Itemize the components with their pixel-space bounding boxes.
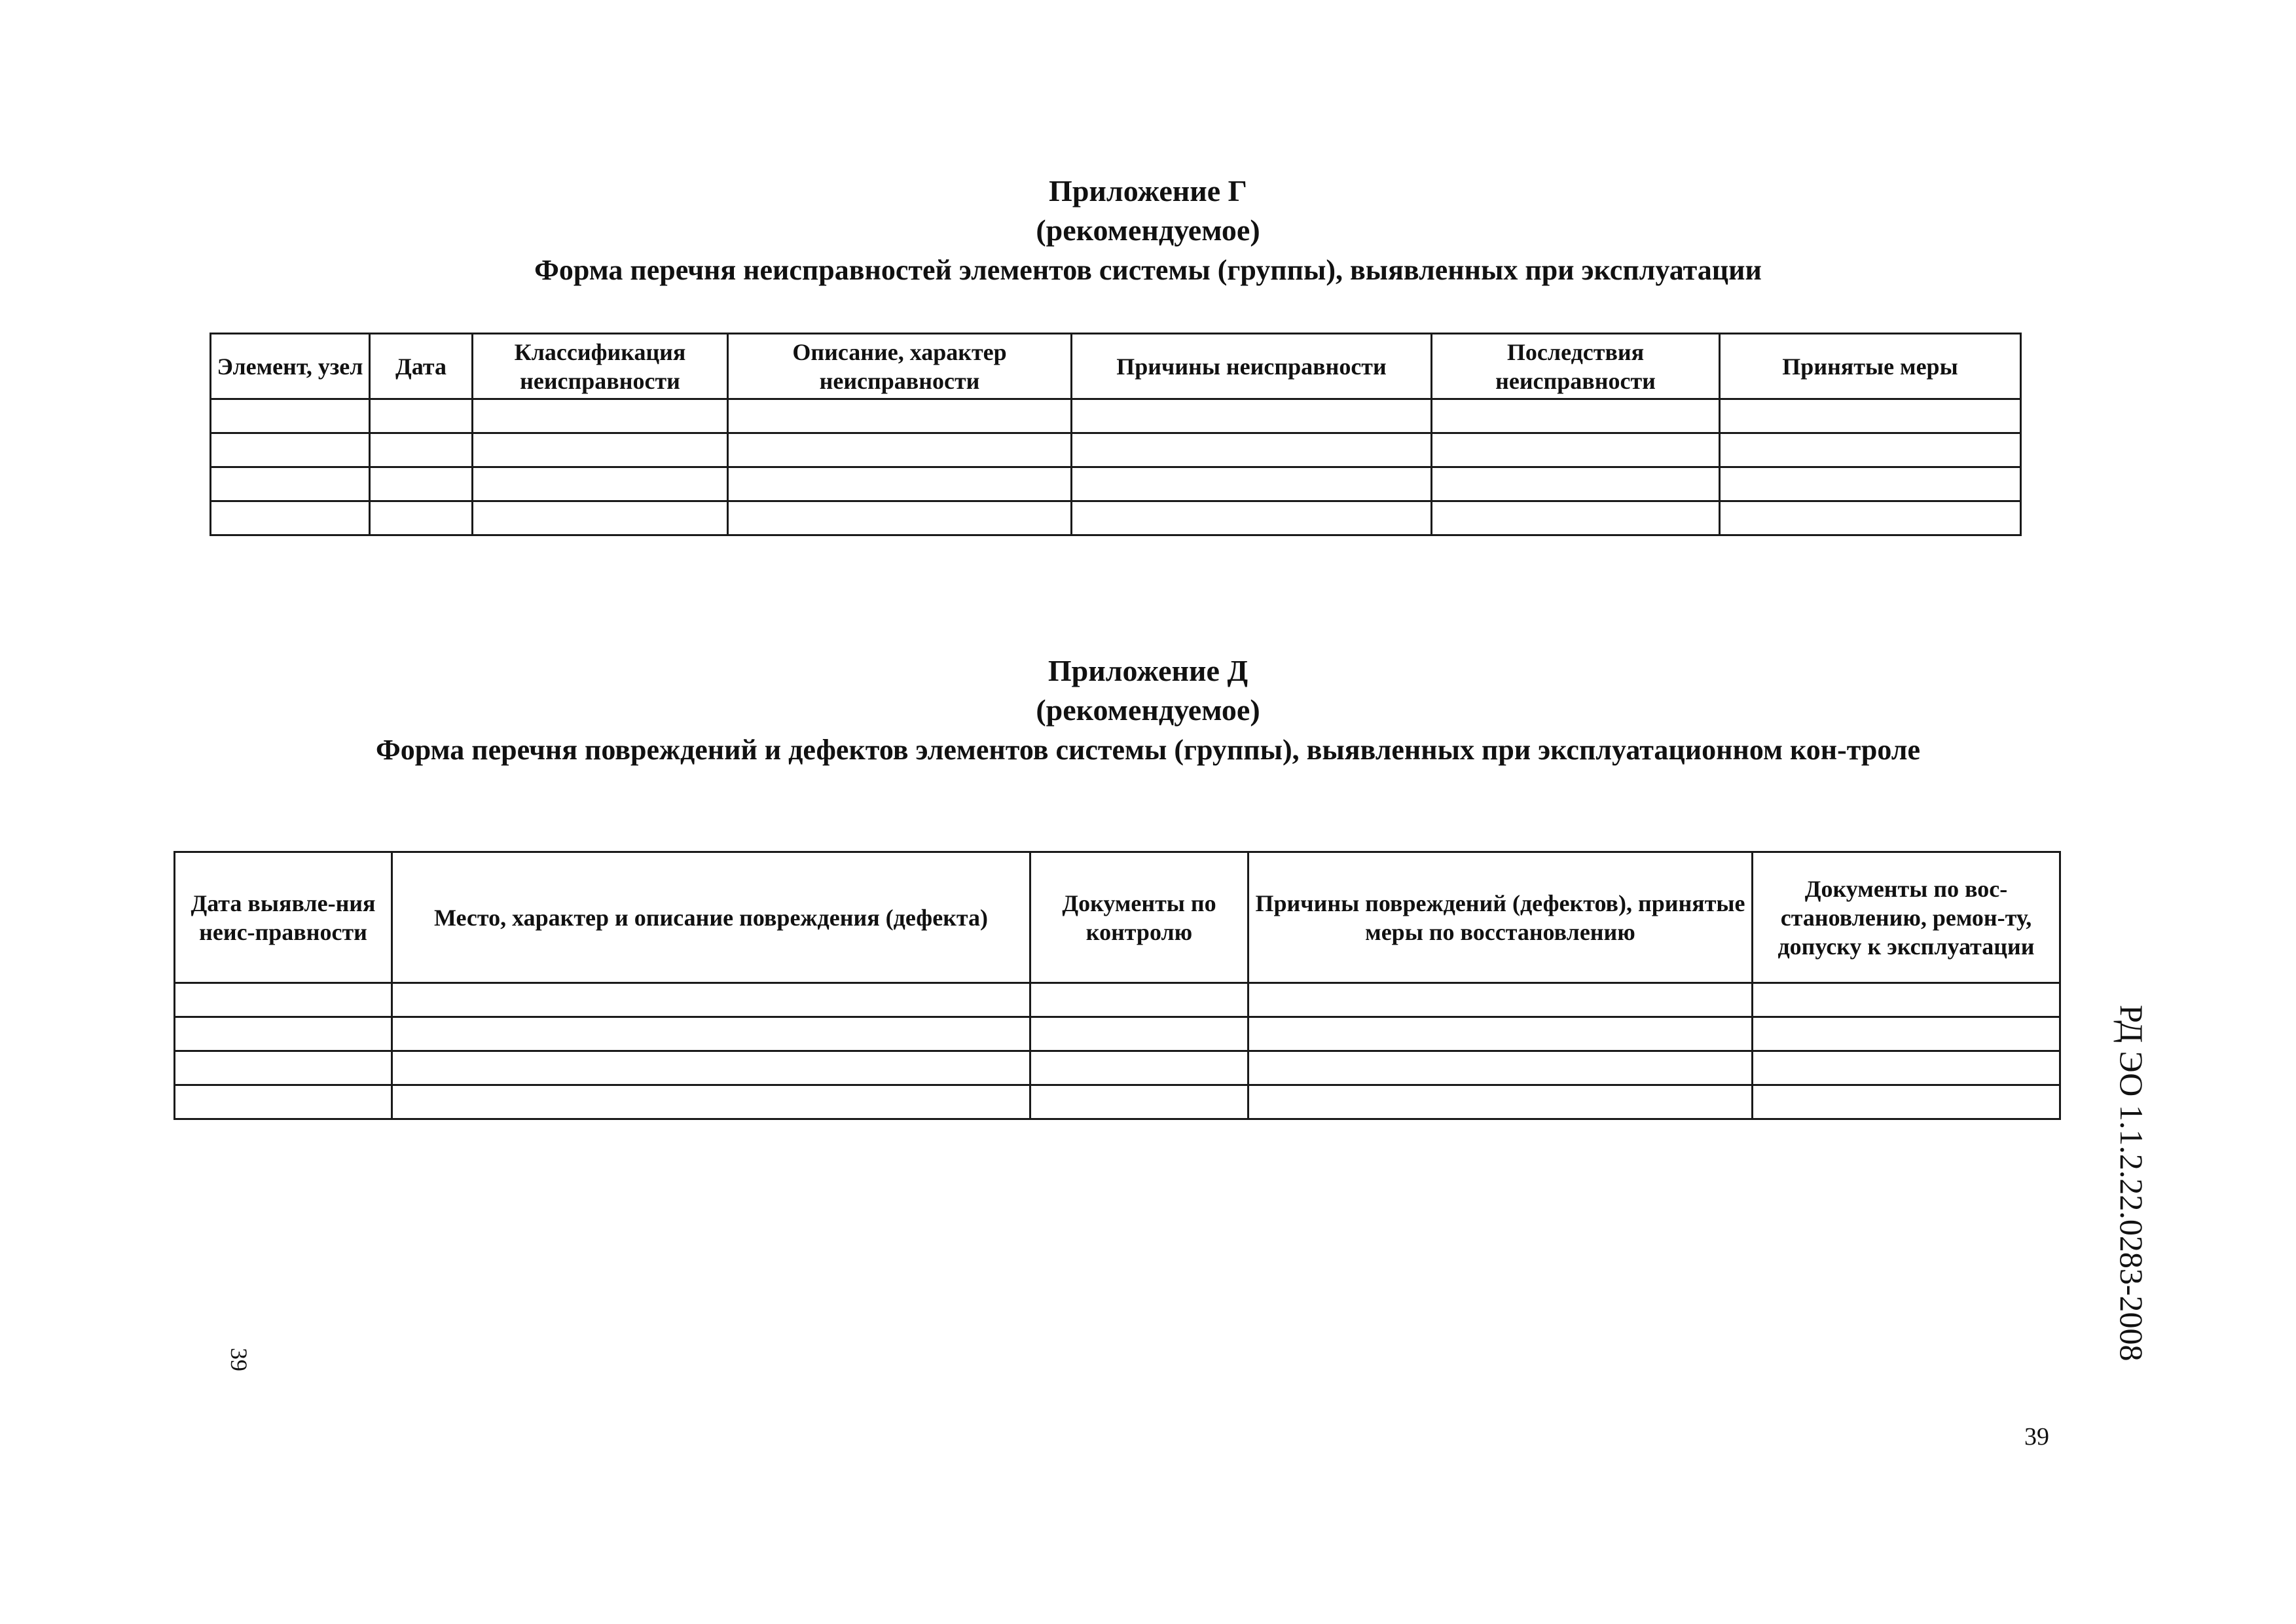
col-location: Место, характер и описание повреждения (дефекта): [392, 852, 1030, 983]
table-cell: [370, 399, 473, 433]
table-row: [211, 467, 2021, 501]
table-cell: [392, 1017, 1030, 1051]
table-cell: [1248, 983, 1753, 1017]
table-cell: [1753, 983, 2060, 1017]
table-cell: [1248, 1085, 1753, 1119]
table-cell: [1753, 1017, 2060, 1051]
document-code: РД ЭО 1.1.2.22.0283-2008: [2113, 1005, 2150, 1362]
table-header-row: [211, 334, 2021, 399]
appendix-g-status: (рекомендуемое): [1036, 213, 1260, 247]
appendix-g-heading: [0, 171, 2296, 291]
table-cell: [175, 983, 392, 1017]
col-element: Элемент, узел: [211, 334, 370, 399]
table-cell: [1720, 501, 2021, 535]
table-cell: [175, 1017, 392, 1051]
table-cell: [473, 433, 728, 467]
table-cell: [473, 501, 728, 535]
table-row: [175, 1017, 2060, 1051]
table-cell: [1030, 983, 1248, 1017]
table-cell: [1072, 467, 1432, 501]
col-description: Описание, характер неисправности: [728, 334, 1072, 399]
col-detection-date: Дата выявле-ния неис-правности: [175, 852, 392, 983]
table-cell: [1753, 1085, 2060, 1119]
table-cell: [392, 1051, 1030, 1085]
appendix-d-form-title: Форма перечня повреждений и дефектов элементов системы (группы), выявленных при эксплуатационном кон-троле: [376, 734, 1920, 766]
table-cell: [728, 433, 1072, 467]
faults-table: [210, 333, 2022, 536]
table-cell: [1072, 433, 1432, 467]
table-cell: [370, 501, 473, 535]
table-cell: [370, 467, 473, 501]
page-number: 39: [2024, 1423, 2049, 1451]
table-cell: [728, 399, 1072, 433]
col-control-docs: Документы по контролю: [1030, 852, 1248, 983]
table-cell: [1432, 433, 1720, 467]
table-cell: [392, 1085, 1030, 1119]
table-cell: [1432, 501, 1720, 535]
table-cell: [1432, 399, 1720, 433]
table-cell: [211, 467, 370, 501]
table-cell: [1072, 501, 1432, 535]
table-cell: [1720, 433, 2021, 467]
table-cell: [1753, 1051, 2060, 1085]
table-header-row: [175, 852, 2060, 983]
table-cell: [175, 1051, 392, 1085]
col-causes: Причины неисправности: [1072, 334, 1432, 399]
table-row: [211, 501, 2021, 535]
damages-table: [173, 851, 2061, 1120]
table-cell: [1720, 399, 2021, 433]
table-row: [211, 399, 2021, 433]
table-row: [211, 433, 2021, 467]
page-number-rotated: 39: [226, 1348, 252, 1371]
col-consequences: Последствия неисправности: [1432, 334, 1720, 399]
table-cell: [728, 467, 1072, 501]
col-measures: Принятые меры: [1720, 334, 2021, 399]
table-cell: [1030, 1085, 1248, 1119]
col-damage-causes: Причины повреждений (дефектов), принятые меры по восстановлению: [1248, 852, 1753, 983]
appendix-d-status: (рекомендуемое): [1036, 693, 1260, 727]
table-cell: [1248, 1051, 1753, 1085]
appendix-g-form-title: Форма перечня неисправностей элементов системы (группы), выявленных при эксплуатации: [534, 254, 1762, 286]
table-cell: [211, 399, 370, 433]
table-cell: [1030, 1051, 1248, 1085]
table-cell: [211, 501, 370, 535]
table-cell: [473, 467, 728, 501]
faults-table-body: [211, 399, 2021, 535]
table-cell: [1072, 399, 1432, 433]
table-row: [175, 1051, 2060, 1085]
table-row: [175, 983, 2060, 1017]
table-cell: [1030, 1017, 1248, 1051]
col-date: Дата: [370, 334, 473, 399]
table-row: [175, 1085, 2060, 1119]
appendix-d-title: Приложение Д: [1048, 654, 1248, 687]
damages-table-body: [175, 983, 2060, 1119]
table-cell: [1432, 467, 1720, 501]
table-cell: [473, 399, 728, 433]
col-restoration-docs: Документы по вос-становлению, ремон-ту, допуску к эксплуатации: [1753, 852, 2060, 983]
appendix-g-title: Приложение Г: [1049, 174, 1247, 208]
table-cell: [1248, 1017, 1753, 1051]
table-cell: [175, 1085, 392, 1119]
table-cell: [211, 433, 370, 467]
appendix-d-heading: [0, 651, 2296, 770]
table-cell: [728, 501, 1072, 535]
col-classification: Классификация неисправности: [473, 334, 728, 399]
table-cell: [370, 433, 473, 467]
table-cell: [392, 983, 1030, 1017]
table-cell: [1720, 467, 2021, 501]
